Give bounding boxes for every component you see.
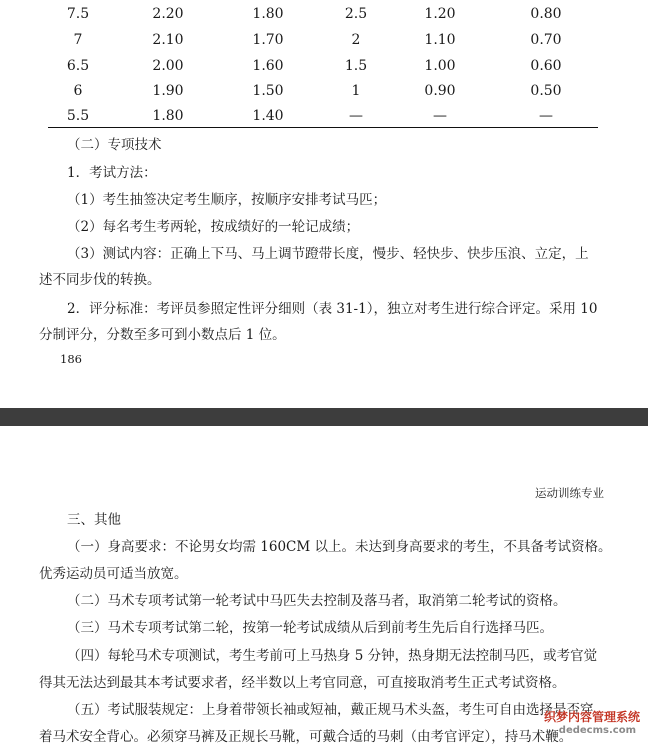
table-bottom-rule	[48, 127, 598, 128]
rule-1-line-1: （一）身高要求：不论男女均需 160CM 以上。未达到身高要求的考生，不具备考试资格。	[67, 539, 612, 555]
table-cell: 1	[351, 83, 361, 99]
method-item-1: （1）考生抽签决定考生顺序，按顺序安排考试马匹；	[67, 192, 387, 208]
method-item-3-line-1: （3）测试内容：正确上下马、马上调节蹬带长度，慢步、轻快步、快步压浪、立定，上	[67, 246, 589, 262]
criteria-line-1: 2．评分标准：考评员参照定性评分细则（表 31-1），独立对考生进行综合评定。采用 10	[67, 301, 598, 317]
table-row	[0, 28, 648, 53]
rule-3: （三）马术专项考试第二轮，按第一轮考试成绩从后到前考生先后自行选择马匹。	[67, 620, 553, 636]
watermark-url: dedecms.com	[558, 725, 636, 736]
table-cell: 5.5	[66, 108, 90, 124]
table-cell: 1.40	[252, 108, 284, 124]
watermark-text: 织梦内容管理系统	[543, 710, 640, 724]
table-cell: 0.60	[530, 58, 562, 74]
page-number: 186	[60, 352, 82, 366]
table-cell: 0.90	[424, 83, 456, 99]
table-cell: 7.5	[66, 6, 90, 22]
table-cell: 1.80	[152, 108, 184, 124]
table-cell: —	[349, 108, 363, 124]
running-header: 运动训练专业	[535, 486, 604, 500]
table-cell: 1.60	[252, 58, 284, 74]
method-title: 1．考试方法：	[67, 165, 157, 181]
table-cell: 6	[73, 83, 83, 99]
table-row	[0, 104, 648, 129]
page-separator	[0, 408, 648, 426]
table-cell: 2.10	[152, 32, 184, 48]
section-heading-special-skills: （二）专项技术	[67, 137, 162, 153]
rule-2: （二）马术专项考试第一轮考试中马匹失去控制及落马者，取消第二轮考试的资格。	[67, 593, 567, 609]
table-cell: 1.50	[252, 83, 284, 99]
rule-1-line-2: 优秀运动员可适当放宽。	[39, 566, 188, 582]
table-cell: 2	[351, 32, 361, 48]
table-cell: 1.80	[252, 6, 284, 22]
table-cell: 7	[73, 32, 83, 48]
table-row	[0, 54, 648, 79]
table-cell: 6.5	[66, 58, 90, 74]
rule-4-line-1: （四）每轮马术专项测试，考生考前可上马热身 5 分钟，热身期无法控制马匹，或考官觉	[67, 648, 598, 664]
page-lower	[0, 426, 648, 745]
table-cell: 2.20	[152, 6, 184, 22]
table-cell: 0.50	[530, 83, 562, 99]
table-row	[0, 79, 648, 104]
method-item-2: （2）每名考生考两轮，按成绩好的一轮记成绩；	[67, 219, 360, 235]
method-item-3-line-2: 述不同步伐的转换。	[39, 272, 161, 288]
table-cell: 2.00	[152, 58, 184, 74]
table-cell: 1.00	[424, 58, 456, 74]
table-cell: 1.90	[152, 83, 184, 99]
table-cell: 1.10	[424, 32, 456, 48]
rule-4-line-2: 得其无法达到最其本考试要求者，经半数以上考官同意，可直接取消考生正式考试资格。	[39, 675, 566, 691]
table-cell: 0.80	[530, 6, 562, 22]
table-row	[0, 2, 648, 27]
rule-5-line-1: （五）考试服装规定：上身着带领长袖或短袖，戴正规马术头盔，考生可自由选择是否穿	[67, 702, 594, 718]
criteria-line-2: 分制评分，分数至多可到小数点后 1 位。	[39, 327, 286, 343]
table-cell: 1.20	[424, 6, 456, 22]
watermark	[536, 708, 644, 742]
table-cell: 0.70	[530, 32, 562, 48]
table-cell: 1.70	[252, 32, 284, 48]
rule-5-line-2: 着马术安全背心。必须穿马裤及正规长马靴，可戴合适的马刺（由考官评定），持马术鞭。	[39, 729, 573, 745]
table-cell: —	[433, 108, 447, 124]
table-cell: 2.5	[344, 6, 368, 22]
table-cell: —	[539, 108, 553, 124]
table-cell: 1.5	[344, 58, 368, 74]
section-heading-other: 三、其他	[67, 512, 121, 528]
